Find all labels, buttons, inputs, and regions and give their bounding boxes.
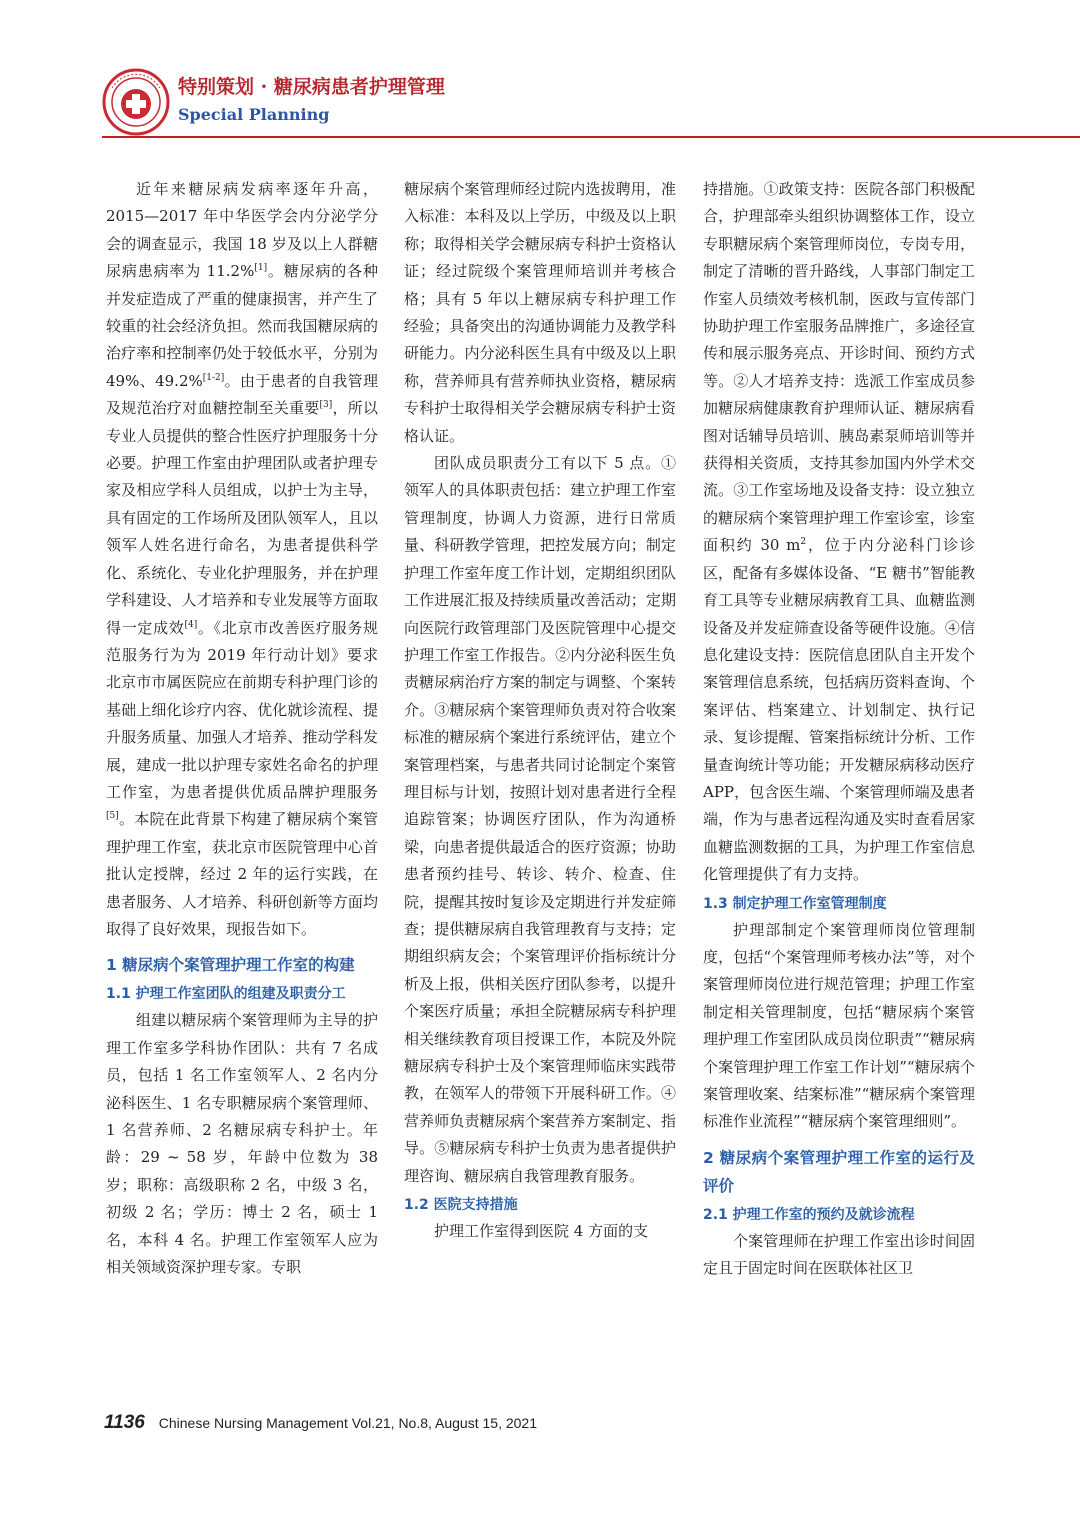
paragraph: 持措施。①政策支持：医院各部门积极配合，护理部牵头组织协调整体工作，设立专职糖尿病个案管理师岗位，专岗专用，制定了清晰的晋升路线，人事部门制定工作室人员绩效考核机制，医政与宣传部门协助护理工作室服务品牌推广，多途径宣传和展示服务亮点、开诊时间、预约方式等。②人才培养支持：选派工作室成员参加糖尿病健康教育护理师认证、糖尿病看图对话辅导员培训、胰岛素泵师培训等并获得相关资质，支持其参加国内外学术交流。③工作室场地及设备支持：设立独立的糖尿病个案管理护理工作室诊室，诊室面积约 30 $m^2$，位于内分泌科门诊诊区，配备有多媒体设备、“E 糖书”智能教育工具等专业糖尿病教育工具、血糖监测设备及并发症筛查设备等硬件设施。④信息化建设支持：医院信息团队自主开发个案管理信息系统，包括病历资料查询、个案评估、档案建立、计划制定、执行记录、复诊提醒、管案指标统计分析、工作量查询统计等功能；开发糖尿病移动医疗 APP，包含医生端、个案管理师端及患者端，作为与患者远程沟通及实时查看居家血糖监测数据的工具，为护理工作室信息化管理提供了有力支持。: [703, 180, 975, 884]
heading-level-2: 2.1 护理工作室的预约及就诊流程: [703, 1206, 915, 1223]
page-number: 1136: [104, 1412, 145, 1433]
column-2: [404, 176, 676, 1245]
heading-level-1: 2 糖尿病个案管理护理工作室的运行及评价: [703, 1148, 975, 1195]
page-header: [102, 68, 1080, 138]
header-divider: [102, 136, 1080, 138]
hospital-logo-icon: [102, 68, 170, 136]
section-title-english: Special Planning: [178, 105, 330, 124]
paragraph: 组建以糖尿病个案管理师为主导的护理工作室多学科协作团队：共有 7 名成员，包括 1 名工作室领军人、2 名内分泌科医生、1 名专职糖尿病个案管理师、1 名营养师、2 名糖尿病专科护士。年龄：29 ~ 58 岁，年龄中位数为 38 岁；职称：高级职称 2 名，中级 3 名，初级 2 名；学历：博士 2 名，硕士 1 名，本科 4 名。护理工作室领军人应为相关领域资深护理专家。专职: [106, 1011, 378, 1277]
paragraph: 团队成员职责分工有以下 5 点。①领军人的具体职责包括：建立护理工作室管理制度，协调人力资源，进行日常质量、科研教学管理，把控发展方向；制定护理工作室年度工作计划，定期组织团队工作进展汇报及持续质量改善活动；定期向医院行政管理部门及医院管理中心提交护理工作室工作报告。②内分泌科医生负责糖尿病治疗方案的制定与调整、个案转介。③糖尿病个案管理师负责对符合收案标准的糖尿病个案进行系统评估，建立个案管理档案，与患者共同讨论制定个案管理目标与计划，按照计划对患者进行全程追踪管案；协调医疗团队，作为沟通桥梁，向患者提供最适合的医疗资源；协助患者预约挂号、转诊、转介、检查、住院，提醒其按时复诊及定期进行并发症筛查；提供糖尿病自我管理教育与支持；定期组织病友会；个案管理评价指标统计分析及上报，供相关医疗团队参考，以提升个案医疗质量；承担全院糖尿病专科护理相关继续教育项目授课工作，本院及外院糖尿病专科护士及个案管理师临床实践带教，在领军人的带领下开展科研工作。④营养师负责糖尿病个案营养方案制定、指导。⑤糖尿病专科护士负责为患者提供护理咨询、糖尿病自我管理教育服务。: [404, 454, 676, 1185]
section-title: 特别策划 · 糖尿病患者护理管理: [178, 76, 445, 98]
paragraph: 个案管理师在护理工作室出诊时间固定且于固定时间在医联体社区卫: [703, 1231, 975, 1278]
paragraph: 护理工作室得到医院 4 方面的支: [434, 1222, 649, 1241]
paragraph: 近年来糖尿病发病率逐年升高，2015—2017 年中华医学会内分泌学分会的调查显示，我国 18 岁及以上人群糖尿病患病率为 11.2%[1]。糖尿病的各种并发症造成了严重的健康损害，并产生了较重的社会经济负担。然而我国糖尿病的治疗率和控制率仍处于较低水平，分别为 49%、49.2%[1-2]。由于患者的自我管理及规范治疗对血糖控制至关重要[3]，所以专业人员提供的整合性医疗护理服务十分必要。护理工作室由护理团队或者护理专家及相应学科人员组成，以护士为主导，具有固定的工作场所及团队领军人，且以领军人姓名进行命名，为患者提供科学化、系统化、专业化护理服务，并在护理学科建设、人才培养和专业发展等方面取得一定成效[4]。《北京市改善医疗服务规范服务行为为 2019 年行动计划》要求北京市市属医院应在前期专科护理门诊的基础上细化诊疗内容、优化就诊流程、提升服务质量、加强人才培养、推动学科发展，建成一批以护理专家姓名命名的护理工作室，为患者提供优质品牌护理服务[5]。本院在此背景下构建了糖尿病个案管理护理工作室，获北京市医院管理中心首批认定授牌，经过 2 年的运行实践，在患者服务、人才培养、科研创新等方面均取得了良好效果，现报告如下。: [106, 180, 378, 938]
column-1: [106, 176, 378, 1281]
page-footer: [104, 1412, 537, 1434]
paragraph: 糖尿病个案管理师经过院内选拔聘用，准入标准：本科及以上学历，中级及以上职称；取得相关学会糖尿病专科护士资格认证；经过院级个案管理师培训并考核合格；具有 5 年以上糖尿病专科护理工作经验；具备突出的沟通协调能力及教学科研能力。内分泌科医生具有中级及以上职称，营养师具有营养师执业资格，糖尿病专科护士取得相关学会糖尿病专科护士资格认证。: [404, 180, 676, 445]
heading-level-2: 1.3 制定护理工作室管理制度: [703, 895, 887, 912]
heading-level-1: 1 糖尿病个案管理护理工作室的构建: [106, 956, 355, 975]
paragraph: 护理部制定个案管理师岗位管理制度，包括“个案管理师考核办法”等，对个案管理师岗位进行规范管理；护理工作室制定相关管理制度，包括“糖尿病个案管理护理工作室团队成员岗位职责”“糖尿病个案管理护理工作室工作计划”“糖尿病个案管理收案、结案标准”“糖尿病个案管理标准作业流程”“糖尿病个案管理细则”。: [703, 920, 975, 1131]
heading-level-2: 1.1 护理工作室团队的组建及职责分工: [106, 986, 346, 1003]
column-3: [703, 176, 975, 1283]
heading-level-2: 1.2 医院支持措施: [404, 1197, 518, 1214]
journal-citation: Chinese Nursing Management Vol.21, No.8, August 15, 2021: [158, 1415, 537, 1431]
